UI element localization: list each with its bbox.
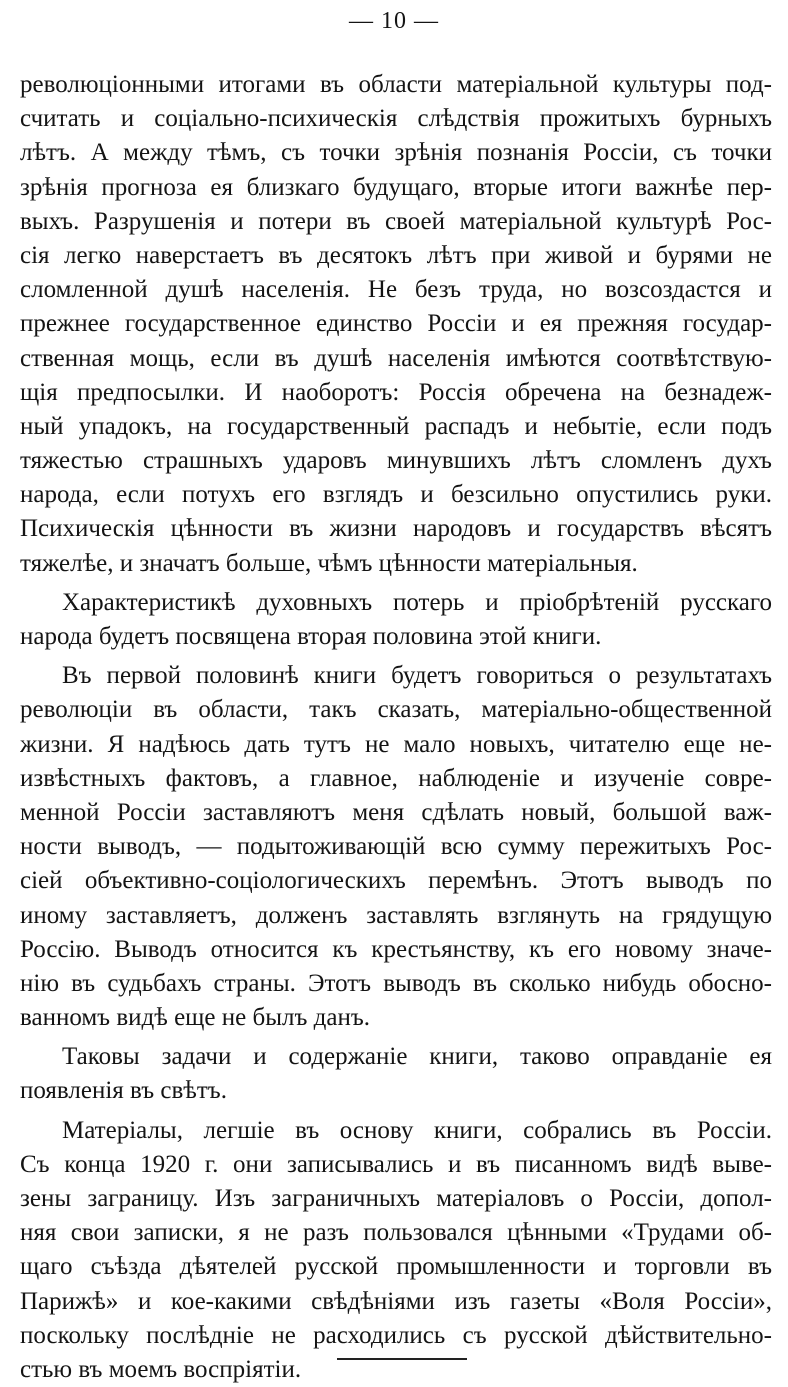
text-line: революціонными итогами въ области матеріальной культуры под- bbox=[20, 71, 772, 98]
text-line: Матеріалы, легшіе въ основу книги, собрались въ Россіи. bbox=[62, 1116, 772, 1144]
text-line: лѣтъ. А между тѣмъ, съ точки зрѣнія познанія Россіи, съ точки bbox=[20, 139, 772, 167]
paragraph bbox=[20, 1040, 772, 1108]
text-line: Психическія цѣнности въ жизни народовъ и государствъ вѣсятъ bbox=[20, 515, 772, 543]
paragraph bbox=[20, 586, 772, 654]
text-line: Таковы задачи и содержаніе книги, таково оправданіе ея bbox=[62, 1043, 772, 1071]
text-line: прежнее государственное единство Россіи и ея прежняя государ- bbox=[20, 310, 772, 338]
text-line: Россію. Выводъ относится къ крестьянству, къ его новому значе- bbox=[20, 935, 772, 963]
text-line: сломленной душѣ населенія. Не безъ труда, но возсоздастся и bbox=[20, 276, 772, 304]
text-line: зены заграницу. Изъ заграничныхъ матеріаловъ о Россіи, допол- bbox=[20, 1185, 772, 1212]
text-line: появленія въ свѣтъ. bbox=[20, 1077, 227, 1105]
text-line: жизни. Я надѣюсь дать тутъ не мало новыхъ, читателю еще не- bbox=[20, 730, 772, 758]
text-line: щія предпосылки. И наоборотъ: Россія обречена на безнадеж- bbox=[20, 378, 772, 406]
text-line: Характеристикѣ духовныхъ потерь и пріобрѣтеній русскаго bbox=[62, 588, 772, 616]
text-line: народа будетъ посвящена вторая половина этой книги. bbox=[20, 623, 602, 650]
text-line: Съ конца 1920 г. они записывались и въ писанномъ видѣ выве- bbox=[20, 1150, 772, 1178]
text-line: ственная мощь, если въ душѣ населенія имѣются соотвѣтствую- bbox=[20, 344, 772, 372]
end-rule bbox=[337, 1358, 467, 1360]
text-line: извѣстныхъ фактовъ, а главное, наблюденіе и изученіе совре- bbox=[20, 764, 772, 792]
text-line: тяжестью страшныхъ ударовъ минувшихъ лѣтъ сломленъ духъ bbox=[20, 447, 772, 475]
text-line: ный упадокъ, на государственный распадъ и небытіе, если подъ bbox=[20, 412, 772, 440]
text-line: менной Россіи заставляютъ меня сдѣлать новый, большой важ- bbox=[20, 798, 772, 826]
text-line: ности выводъ, — подытоживающій всю сумму пережитыхъ Рос- bbox=[20, 833, 772, 861]
text-line: Парижѣ» и кое-какими свѣдѣніями изъ газеты «Воля Россіи», bbox=[20, 1287, 772, 1315]
text-line: революціи въ области, такъ сказать, матеріально-общественной bbox=[20, 696, 772, 724]
paragraph bbox=[20, 659, 772, 1035]
text-line: выхъ. Разрушенія и потери въ своей матеріальной культурѣ Рос- bbox=[20, 207, 772, 235]
text-line: народа, если потухъ его взглядъ и безсильно опустились руки. bbox=[20, 481, 772, 509]
text-line: поскольку послѣдніе не расходились съ русской дѣйствительно- bbox=[20, 1321, 772, 1349]
text-line: няя свои записки, я не разъ пользовался цѣнными «Трудами об- bbox=[20, 1219, 772, 1247]
text-line: тяжелѣе, и значатъ больше, чѣмъ цѣнности матеріальныя. bbox=[20, 549, 638, 577]
paragraph bbox=[20, 68, 772, 581]
text-line: сія легко наверстаетъ въ десятокъ лѣтъ при живой и бурями не bbox=[20, 241, 772, 269]
body-text bbox=[20, 68, 772, 1387]
text-line: считать и соціально-психическія слѣдствія прожитыхъ бурныхъ bbox=[20, 105, 772, 133]
text-line: ванномъ видѣ еще не былъ данъ. bbox=[20, 1004, 371, 1032]
text-line: зрѣнія прогноза ея близкаго будущаго, вторые итоги важнѣе пер- bbox=[20, 173, 772, 201]
page-number: — 10 — bbox=[349, 8, 439, 34]
text-line: Въ первой половинѣ книги будетъ говориться о результатахъ bbox=[62, 662, 772, 690]
paragraph bbox=[20, 1114, 772, 1387]
text-line: нію въ судьбахъ страны. Этотъ выводъ въ сколько нибудь обосно- bbox=[20, 969, 772, 997]
text-line: иному заставляетъ, долженъ заставлять взглянуть на грядущую bbox=[20, 901, 772, 929]
text-line: щаго съѣзда дѣятелей русской промышленности и торговли въ bbox=[20, 1253, 772, 1281]
text-line: стью въ моемъ воспріятіи. bbox=[20, 1355, 302, 1383]
text-line: сіей объективно-соціологическихъ перемѣнъ. Этотъ выводъ по bbox=[20, 867, 772, 895]
